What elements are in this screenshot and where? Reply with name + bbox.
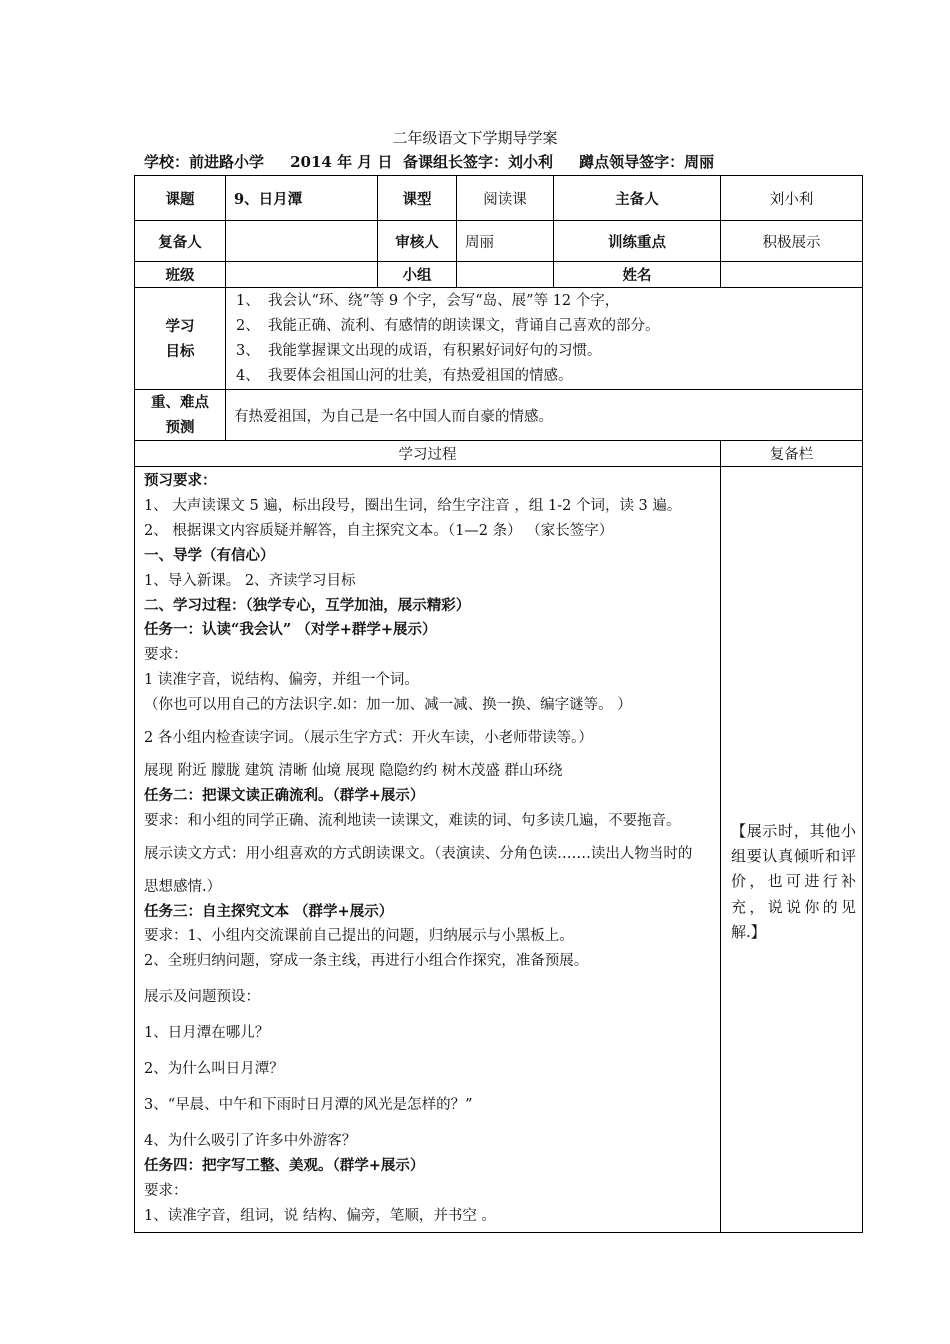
document-title: 二年级语文下学期导学案: [392, 129, 558, 147]
preview-heading: 预习要求：: [144, 472, 217, 489]
co-preparer-value: [226, 221, 378, 262]
notes-header: 复备栏: [721, 441, 863, 467]
class-value: [226, 262, 378, 288]
goal-item: [226, 314, 862, 339]
lead-teacher-value: 刘小利: [721, 176, 863, 221]
row-review: [135, 221, 863, 262]
training-focus-value: 积极展示: [721, 221, 863, 262]
row-process: [135, 467, 863, 1233]
goal-number: 2、: [236, 317, 260, 334]
goal-number: 1、: [236, 292, 260, 309]
task1-word-list: 展现 附近 朦胧 建筑 清晰 仙境 展现 隐隐约约 树木茂盛 群山环绕: [144, 762, 563, 779]
task3-heading: 任务三：自主探究文本 （群学+展示）: [144, 902, 394, 920]
co-preparer-label: 复备人: [135, 221, 226, 262]
row-difficulty: [135, 390, 863, 441]
goals-label-line1: 学习: [165, 317, 195, 335]
lead-teacher-label: 主备人: [554, 176, 721, 221]
task4-step-1: 1、读准字音，组词，说 结构、偏旁，笔顺，并书空 。: [144, 1207, 496, 1224]
goal-item: [226, 339, 862, 364]
goal-text: 我要体会祖国山河的壮美，有热爱祖国的情感。: [268, 367, 573, 384]
topic-value: 9、日月潭: [226, 176, 378, 221]
task2-reading-mode: 展示读文方式：用小组喜欢的方式朗读课文。（表演读、分角色读.……读出人物当时的: [144, 845, 693, 862]
process-heading: 二、学习过程：（独学专心，互学加油，展示精彩）: [144, 596, 471, 614]
task2-heading: 任务二：把课文读正确流利。（群学+展示）: [144, 786, 425, 804]
difficulty-label-line1: 重、难点: [151, 394, 209, 411]
type-label: 课型: [378, 176, 457, 221]
task3-requirement-2: 2、全班归纳问题，穿成一条主线，再进行小组合作探究，准备预展。: [144, 953, 589, 970]
task1-heading: 任务一：认读“我会认” （对学+群学+展示）: [144, 621, 437, 639]
process-header: 学习过程: [135, 441, 721, 467]
goals-label-line2: 目标: [165, 342, 195, 360]
class-label: 班级: [135, 262, 226, 288]
task3-question-2: 2、为什么叫日月潭？: [144, 1061, 284, 1078]
difficulty-label-line2: 预测: [165, 419, 195, 436]
row-process-header: [135, 441, 863, 467]
goal-text: 我能正确、流利、有感情的朗读课文，背诵自己喜欢的部分。: [268, 317, 660, 334]
student-name-value: [721, 262, 863, 288]
row-topic: [135, 176, 863, 221]
goal-number: 4、: [236, 367, 260, 384]
student-name-label: 姓名: [554, 262, 721, 288]
task3-question-4: 4、为什么吸引了许多中外游客？: [144, 1132, 357, 1149]
goals-list: [226, 288, 863, 390]
difficulty-label: [135, 390, 226, 441]
header-info-line: 学校：前进路小学 2014 年 月 日 备课组长签字：刘小利 蹲点领导签字：周丽: [144, 153, 715, 171]
process-content: [135, 467, 721, 1233]
row-class: [135, 262, 863, 288]
lesson-plan-table: [134, 175, 863, 1233]
task1-step-2: 2 各小组内检查读字词。（展示生字方式：开火车读，小老师带读等。）: [144, 730, 593, 747]
reviewer-value: 周丽: [457, 221, 554, 262]
row-goals: [135, 288, 863, 390]
goal-item: [226, 289, 862, 314]
guide-steps: 1、导入新课。 2、齐读学习目标: [144, 572, 356, 589]
task2-requirement: 要求：和小组的同学正确、流利地读一读课文，难读的词、句多读几遍，不要拖音。: [144, 812, 681, 829]
goal-text: 我能掌握课文出现的成语，有积累好词好句的习惯。: [268, 342, 602, 359]
preview-item-2: 2、 根据课文内容质疑并解答，自主探究文本。（1—2 条） （家长签字）: [144, 522, 614, 539]
notes-column: [721, 467, 863, 1233]
guide-heading: 一、导学（有信心）: [144, 546, 275, 564]
difficulty-text: 有热爱祖国，为自己是一名中国人而自豪的情感。: [226, 390, 863, 441]
task3-question-3: 3、“早晨、中午和下雨时日月潭的风光是怎样的？”: [144, 1096, 473, 1113]
task3-questions-label: 展示及问题预设：: [144, 989, 260, 1006]
group-label: 小组: [378, 262, 457, 288]
topic-label: 课题: [135, 176, 226, 221]
task1-requirement-label: 要求：: [144, 647, 188, 664]
task3-question-1: 1、日月潭在哪儿？: [144, 1025, 270, 1042]
task2-reading-mode-cont: 思想感情.）: [144, 878, 222, 895]
task4-requirement-label: 要求：: [144, 1182, 188, 1199]
group-value: [457, 262, 554, 288]
reviewer-label: 审核人: [378, 221, 457, 262]
task1-hint: （你也可以用自己的方法识字.如：加一加、减一减、换一换、编字谜等。 ）: [144, 697, 632, 714]
task1-step-1: 1 读准字音，说结构、偏旁，并组一个词。: [144, 672, 419, 689]
preview-item-1: 1、 大声读课文 5 遍，标出段号，圈出生词，给生字注音 ，组 1-2 个词，读 3 遍。: [144, 497, 682, 514]
goals-label: [135, 288, 226, 390]
goal-text: 我会认“环、绕”等 9 个字，会写“岛、展”等 12 个字，: [268, 292, 620, 309]
goal-number: 3、: [236, 342, 260, 359]
task4-heading: 任务四：把字写工整、美观。（群学+展示）: [144, 1156, 425, 1174]
type-value: 阅读课: [457, 176, 554, 221]
goal-item: [226, 364, 862, 389]
notes-side-note: 【展示时，其他小组要认真倾听和评价，也可进行补充，说说你的见解.】: [731, 822, 856, 941]
training-focus-label: 训练重点: [554, 221, 721, 262]
task3-requirement-1: 要求：1、小组内交流课前自己提出的问题，归纳展示与小黑板上。: [144, 928, 574, 945]
